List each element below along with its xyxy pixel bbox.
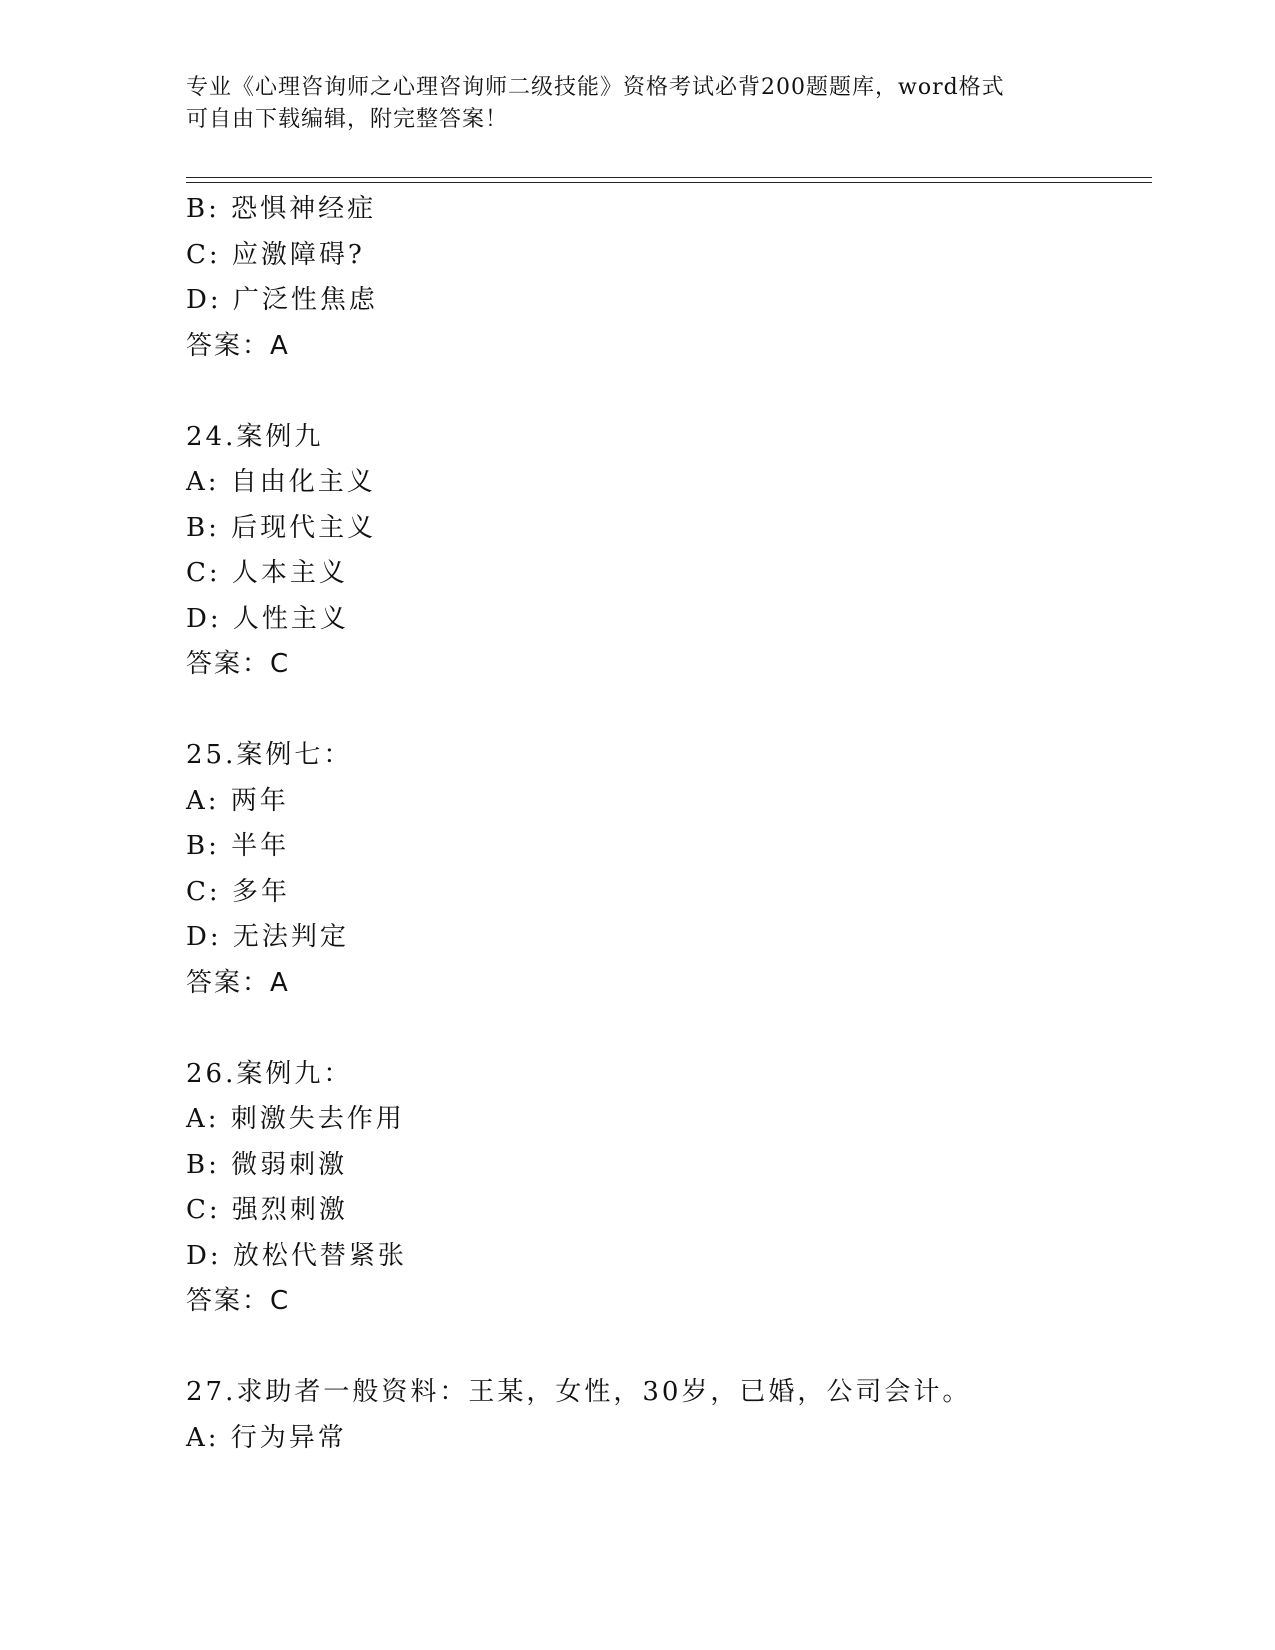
answer-label: 答案：A bbox=[186, 967, 290, 998]
option-c: C: 强烈刺激 bbox=[186, 1195, 348, 1225]
option-d: D: 无法判定 bbox=[186, 922, 349, 952]
answer-label: 答案：C bbox=[186, 649, 291, 679]
question-block bbox=[186, 733, 1146, 1006]
question-spacer bbox=[186, 1325, 1146, 1371]
option-b: B: 后现代主义 bbox=[186, 512, 377, 543]
header-divider-bottom bbox=[186, 182, 1152, 183]
question-list bbox=[186, 187, 1146, 1461]
question-spacer bbox=[186, 1006, 1146, 1052]
option-d: D: 放松代替紧张 bbox=[186, 1240, 407, 1271]
question-block bbox=[186, 1370, 1146, 1461]
question-block bbox=[186, 187, 1146, 369]
option-b: B: 微弱刺激 bbox=[186, 1149, 348, 1180]
answer-label: 答案：A bbox=[186, 330, 290, 361]
option-a: A: 两年 bbox=[186, 785, 289, 816]
option-d: D: 人性主义 bbox=[186, 603, 349, 634]
header-line-2: 可自由下载编辑，附完整答案！ bbox=[186, 107, 509, 132]
question-block bbox=[186, 415, 1146, 688]
option-d: D: 广泛性焦虑 bbox=[186, 285, 378, 315]
question-spacer bbox=[186, 369, 1146, 415]
option-a: A: 行为异常 bbox=[186, 1422, 347, 1453]
answer-label: 答案：C bbox=[186, 1286, 291, 1316]
header-line-1: 专业《心理咨询师之心理咨询师二级技能》资格考试必背200题题库，word格式 bbox=[186, 75, 1005, 100]
document-header bbox=[186, 72, 1086, 136]
question-stem: 26.案例九： bbox=[186, 1058, 353, 1089]
header-divider-top bbox=[186, 177, 1152, 178]
option-c: C: 人本主义 bbox=[186, 558, 348, 588]
question-stem: 24.案例九 bbox=[186, 421, 324, 452]
option-c: C: 多年 bbox=[186, 876, 290, 907]
question-stem: 27.求助者一般资料：王某，女性，30岁，已婚，公司会计。 bbox=[186, 1377, 972, 1407]
question-block bbox=[186, 1052, 1146, 1325]
option-a: A: 自由化主义 bbox=[186, 467, 376, 497]
question-spacer bbox=[186, 688, 1146, 734]
option-b: B: 恐惧神经症 bbox=[186, 194, 377, 224]
option-b: B: 半年 bbox=[186, 831, 290, 861]
option-c: C: 应激障碍? bbox=[186, 239, 365, 270]
question-stem: 25.案例七： bbox=[186, 740, 353, 770]
option-a: A: 刺激失去作用 bbox=[186, 1104, 405, 1134]
